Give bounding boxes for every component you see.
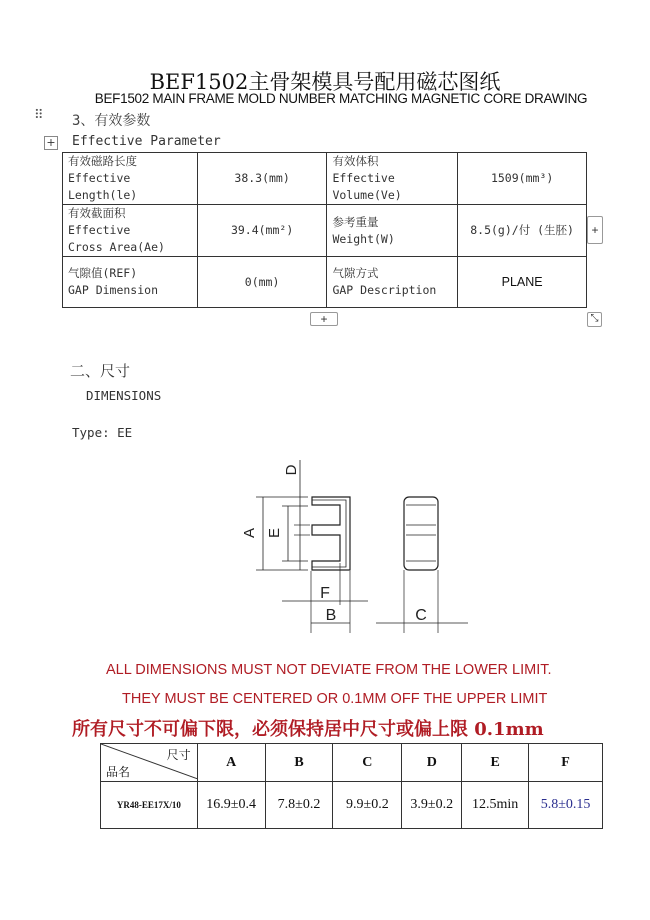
label-cn: 有效体积	[332, 154, 379, 168]
label-cn: 气隙方式	[332, 266, 379, 280]
note-line-1: ALL DIMENSIONS MUST NOT DEVIATE FROM THE LOWER LIMIT.	[106, 662, 552, 678]
label-en: Effective	[68, 171, 131, 185]
table-header-row	[101, 744, 603, 782]
label-en: Volume(Ve)	[332, 188, 402, 202]
label-en: Length(le)	[68, 188, 138, 202]
param-value: 8.5(g)/付 (生胚)	[458, 205, 587, 257]
core-type: Type: EE	[72, 425, 133, 440]
effective-parameter-table	[62, 152, 587, 308]
param-label	[63, 257, 198, 308]
header-b: B	[265, 744, 333, 782]
section-2-heading: 二、尺寸	[70, 362, 131, 380]
param-value: 38.3(mm)	[197, 153, 327, 205]
header-d: D	[402, 744, 462, 782]
drag-handle-icon[interactable]: ⠿	[34, 108, 42, 123]
param-value: 39.4(mm²)	[197, 205, 327, 257]
value-c: 9.9±0.2	[333, 782, 402, 829]
dim-label-f: F	[320, 585, 330, 602]
value-d: 3.9±0.2	[402, 782, 462, 829]
param-value: 1509(mm³)	[458, 153, 587, 205]
label-en: Cross Area(Ae)	[68, 240, 165, 254]
note-line-cn: 所有尺寸不可偏下限，必须保持居中尺寸或偏上限 0.1mm	[72, 719, 544, 740]
param-value: 0(mm)	[197, 257, 327, 308]
table-row	[63, 205, 587, 257]
param-value: PLANE	[458, 257, 587, 308]
table-row	[63, 257, 587, 308]
value-e: 12.5min	[462, 782, 529, 829]
dim-label-d: D	[283, 464, 300, 476]
ee-core-drawing	[230, 455, 480, 635]
param-label	[327, 153, 458, 205]
table-row	[101, 782, 603, 829]
effective-parameter-heading: Effective Parameter	[72, 134, 221, 149]
header-a: A	[197, 744, 265, 782]
label-cn: 有效磁路长度	[68, 154, 137, 168]
dim-label-e: E	[266, 527, 283, 539]
part-name: YR48-EE17X/10	[101, 782, 198, 829]
param-label	[63, 205, 198, 257]
page-subtitle: BEF1502 MAIN FRAME MOLD NUMBER MATCHING MAGNETIC CORE DRAWING	[94, 91, 588, 106]
dimension-table	[100, 743, 603, 829]
param-label	[327, 257, 458, 308]
dim-label-a: A	[241, 527, 258, 539]
corner-header	[101, 744, 198, 782]
label-cn: 有效截面积	[68, 206, 126, 220]
label-en: Effective	[332, 171, 395, 185]
label-en: GAP Dimension	[68, 283, 159, 297]
label-cn: 气隙值(REF)	[68, 266, 138, 280]
page-title: BEF1502主骨架模具号配用磁芯图纸	[149, 70, 501, 94]
add-row-button[interactable]: +	[310, 312, 338, 326]
value-f: 5.8±0.15	[529, 782, 603, 829]
add-column-button[interactable]: +	[587, 216, 603, 244]
label-en: Effective	[68, 223, 131, 237]
e-core-side-view	[312, 497, 350, 570]
table-move-handle-icon[interactable]: +	[44, 136, 58, 150]
param-label	[327, 205, 458, 257]
dimensions-heading: DIMENSIONS	[86, 388, 162, 403]
header-e: E	[462, 744, 529, 782]
label-en: GAP Description	[332, 283, 437, 297]
section-3-heading: 3、有效参数	[72, 113, 151, 129]
corner-top-label: 尺寸	[166, 748, 191, 762]
note-line-2: THEY MUST BE CENTERED OR 0.1MM OFF THE UPPER LIMIT	[122, 691, 548, 707]
param-label	[63, 153, 198, 205]
label-en: Weight(W)	[332, 231, 395, 246]
dim-label-c: C	[415, 607, 427, 624]
corner-bottom-label: 品名	[106, 765, 131, 779]
header-f: F	[529, 744, 603, 782]
e-core-end-view	[404, 497, 438, 570]
table-row	[63, 153, 587, 205]
dim-label-b: B	[325, 607, 337, 624]
resize-table-icon[interactable]: ⤡	[587, 312, 602, 327]
value-a: 16.9±0.4	[197, 782, 265, 829]
header-c: C	[333, 744, 402, 782]
value-b: 7.8±0.2	[265, 782, 333, 829]
label-cn: 参考重量	[332, 214, 379, 229]
